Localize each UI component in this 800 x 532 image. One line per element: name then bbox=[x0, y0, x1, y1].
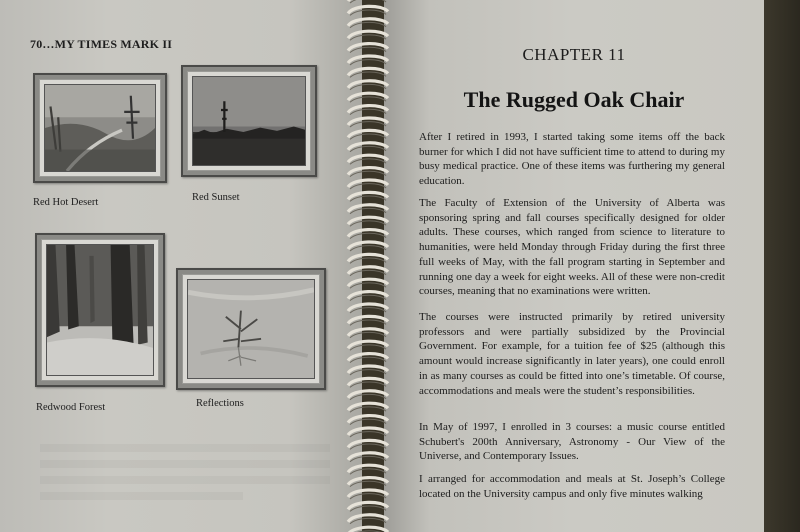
spiral-coil-shadow bbox=[350, 320, 386, 325]
painting-image bbox=[192, 76, 306, 166]
spiral-coil-shadow bbox=[350, 72, 386, 77]
spiral-coil-shadow bbox=[350, 469, 386, 474]
painting-image bbox=[46, 244, 154, 376]
spiral-coil-shadow bbox=[350, 159, 386, 164]
spiral-coil-shadow bbox=[350, 258, 386, 263]
paragraph: After I retired in 1993, I started taking some items off the back burner for which I did not have sufficient time to attend to during my busy medical practice. One of these items was furthering my general education. bbox=[419, 131, 725, 188]
spiral-coil-shadow bbox=[350, 456, 386, 461]
caption-redwood-forest: Redwood Forest bbox=[36, 402, 106, 413]
spiral-coil-shadow bbox=[350, 146, 386, 151]
spiral-coil-shadow bbox=[350, 419, 386, 424]
spiral-coil-shadow bbox=[350, 10, 386, 15]
spiral-binding bbox=[344, 0, 392, 532]
spiral-coil-shadow bbox=[350, 283, 386, 288]
painting-image bbox=[187, 279, 315, 379]
spiral-coil-shadow bbox=[350, 357, 386, 362]
spiral-coil-shadow bbox=[350, 22, 386, 27]
spiral-coil-shadow bbox=[350, 196, 386, 201]
spiral-coil-shadow bbox=[350, 233, 386, 238]
spiral-coil-shadow bbox=[350, 47, 386, 52]
spiral-coil-shadow bbox=[350, 60, 386, 65]
painting-red-hot-desert bbox=[33, 73, 167, 183]
caption-red-hot-desert: Red Hot Desert bbox=[33, 197, 99, 208]
spiral-coil-shadow bbox=[350, 221, 386, 226]
spiral-coil-shadow bbox=[350, 506, 386, 511]
painting-red-sunset bbox=[181, 65, 317, 177]
spiral-coil-shadow bbox=[350, 171, 386, 176]
spiral-coil-shadow bbox=[350, 332, 386, 337]
spiral-coil-shadow bbox=[350, 0, 386, 3]
painting-redwood-forest bbox=[35, 233, 165, 387]
paragraph: I arranged for accommodation and meals at St. Joseph’s College located on the University campus and only five minutes walking bbox=[419, 473, 725, 500]
caption-reflections: Reflections bbox=[196, 398, 244, 409]
spiral-coil-shadow bbox=[350, 494, 386, 499]
painting-reflections bbox=[176, 268, 326, 390]
paragraph: In May of 1997, I enrolled in 3 courses: a music course entitled Schubert's 200th Anniversary, Astronomy - Our View of the Universe, and Contemporary Issues. bbox=[419, 421, 725, 463]
spiral-coil-shadow bbox=[350, 97, 386, 102]
caption-red-sunset: Red Sunset bbox=[192, 192, 240, 203]
spiral-coil-shadow bbox=[350, 84, 386, 89]
spiral-coil-shadow bbox=[350, 308, 386, 313]
spiral-coil-shadow bbox=[350, 345, 386, 350]
spiral-coil-shadow bbox=[350, 295, 386, 300]
spiral-coil-shadow bbox=[350, 134, 386, 139]
spiral-coil-shadow bbox=[350, 370, 386, 375]
spiral-coil-shadow bbox=[350, 394, 386, 399]
page-edge bbox=[764, 0, 800, 532]
spiral-coil-shadow bbox=[350, 270, 386, 275]
paragraph: The courses were instructed primarily by retired university professors and were partially subsidized by the Provincial Government. For example, for a tuition fee of $25 (although this amount would increase significantly in later years), one could enroll in as many courses as could be fitted into one’s timetable. Of course, accommodations and meals were the student’s responsibilities. bbox=[419, 311, 725, 397]
spiral-coil-shadow bbox=[350, 518, 386, 523]
spiral-coil-shadow bbox=[350, 122, 386, 127]
chapter-label: CHAPTER 11 bbox=[522, 45, 626, 64]
spiral-coil-shadow bbox=[350, 481, 386, 486]
chapter-title: The Rugged Oak Chair bbox=[463, 87, 685, 112]
paragraph: The Faculty of Extension of the University of Alberta was sponsoring spring and fall courses specifically designed for older adults. These courses, which ranged from science to literature to humanities, were held Monday through Friday during the first three full weeks of May, with the fall program starting in September and running one day a week for eight weeks. All of these were non-credit courses, meaning that no examinations were written. bbox=[419, 197, 725, 298]
spiral-coil-shadow bbox=[350, 35, 386, 40]
running-header: 70…MY TIMES MARK II bbox=[30, 37, 173, 51]
spiral-coil-shadow bbox=[350, 382, 386, 387]
spiral-coil-shadow bbox=[350, 246, 386, 251]
spiral-coil-shadow bbox=[350, 432, 386, 437]
painting-image bbox=[44, 84, 156, 172]
spiral-coil-shadow bbox=[350, 208, 386, 213]
spiral-coil-shadow bbox=[350, 109, 386, 114]
spiral-coil-shadow bbox=[350, 444, 386, 449]
spiral-coil-shadow bbox=[350, 184, 386, 189]
spiral-coil-shadow bbox=[350, 407, 386, 412]
bleed-through-text bbox=[40, 440, 330, 508]
